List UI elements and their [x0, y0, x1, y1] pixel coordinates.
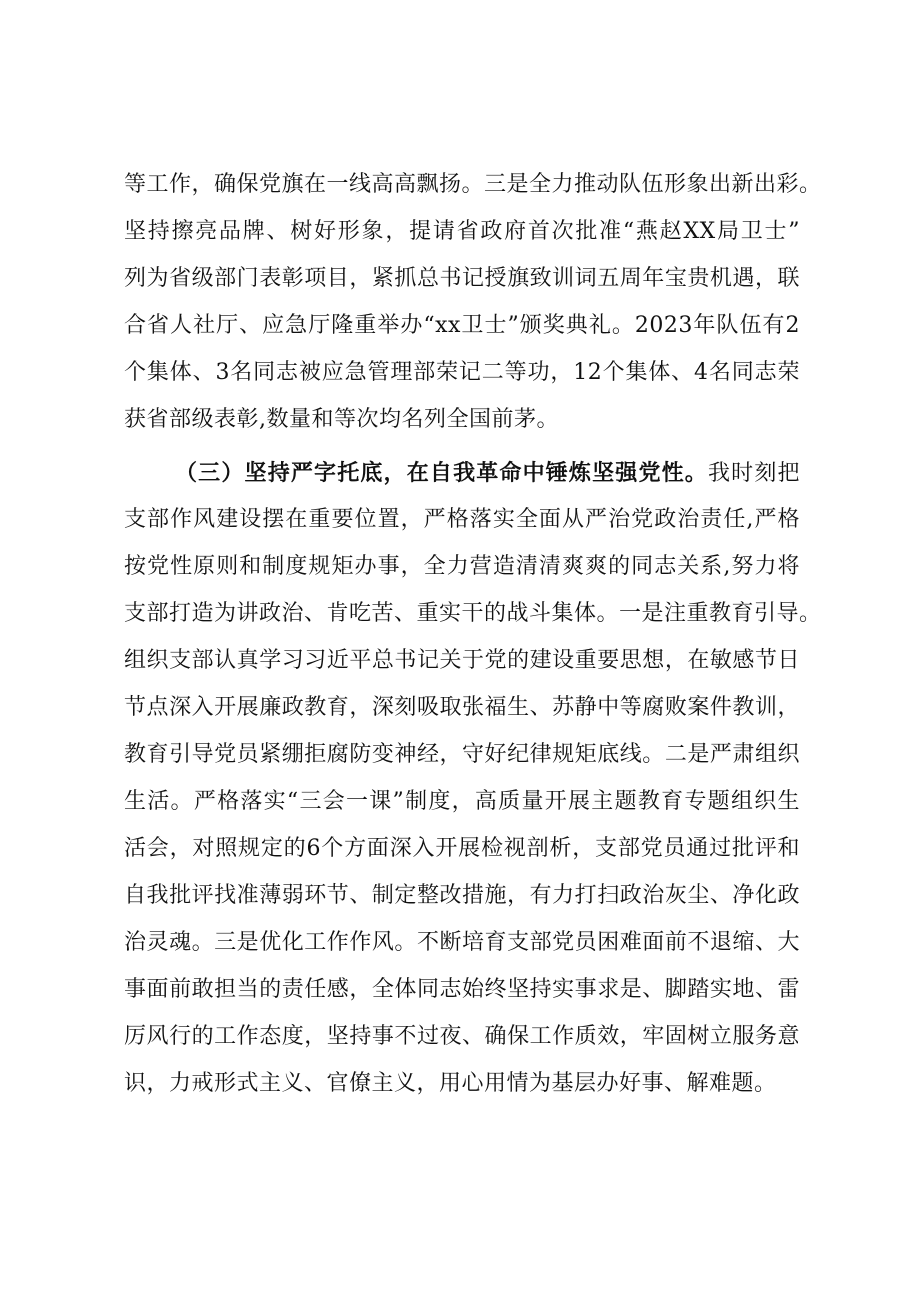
paragraph-2-line-12: 事面前敢担当的责任感，全体同志始终坚持实事求是、脚踏实地、雷	[124, 977, 800, 1002]
section-heading: （三）坚持严字托底，在自我革命中锤炼坚强党性。	[175, 460, 708, 486]
paragraph-2-line-5: 组织支部认真学习习近平总书记关于党的建设重要思想，在敏感节日	[124, 648, 800, 673]
paragraph-2-line-4: 支部打造为讲政治、肯吃苦、重实干的战斗集体。一是注重教育引导。	[124, 601, 822, 626]
paragraph-1-line-3: 列为省级部门表彰项目，紧抓总书记授旗致训词五周年宝贵机遇，联	[124, 266, 800, 291]
paragraph-2-line-1	[175, 458, 800, 488]
paragraph-2-line-7: 教育引导党员紧绷拒腐防变神经，守好纪律规矩底线。二是严肃组织	[124, 742, 800, 767]
paragraph-2-line-13: 厉风行的工作态度，坚持事不过夜、确保工作质效，牢固树立服务意	[124, 1024, 800, 1049]
paragraph-2-line-8: 生活。严格落实“三会一课”制度，高质量开展主题教育专题组织生	[124, 789, 800, 814]
paragraph-1-line-6: 获省部级表彰,数量和等次均名列全国前茅。	[124, 407, 559, 432]
paragraph-1-line-2: 坚持擦亮品牌、树好形象，提请省政府首次批准“燕赵XX局卫士”	[124, 219, 800, 244]
paragraph-2-line-14: 识，力戒形式主义、官僚主义，用心用情为基层办好事、解难题。	[124, 1071, 777, 1096]
paragraph-2-line-3: 按党性原则和制度规矩办事，全力营造清清爽爽的同志关系,努力将	[124, 554, 800, 579]
paragraph-1-line-1: 等工作，确保党旗在一线高高飘扬。三是全力推动队伍形象出新出彩。	[124, 172, 822, 197]
paragraph-1-line-5: 个集体、3名同志被应急管理部荣记二等功，12个集体、4名同志荣	[124, 360, 800, 385]
paragraph-1-line-4: 合省人社厅、应急厅隆重举办“xx卫士”颁奖典礼。2023年队伍有2	[124, 313, 800, 338]
paragraph-2-line-2: 支部作风建设摆在重要位置，严格落实全面从严治党政治责任,严格	[124, 507, 800, 532]
paragraph-2-line-6: 节点深入开展廉政教育，深刻吸取张福生、苏静中等腐败案件教训，	[124, 695, 800, 720]
paragraph-2-line-10: 自我批评找准薄弱环节、制定整改措施，有力打扫政治灰尘、净化政	[124, 883, 800, 908]
paragraph-2-line-1-rest: 我时刻把	[707, 461, 800, 486]
paragraph-2-line-11: 治灵魂。三是优化工作作风。不断培育支部党员困难面前不退缩、大	[124, 930, 800, 955]
paragraph-2-line-9: 活会，对照规定的6个方面深入开展检视剖析，支部党员通过批评和	[124, 836, 800, 861]
